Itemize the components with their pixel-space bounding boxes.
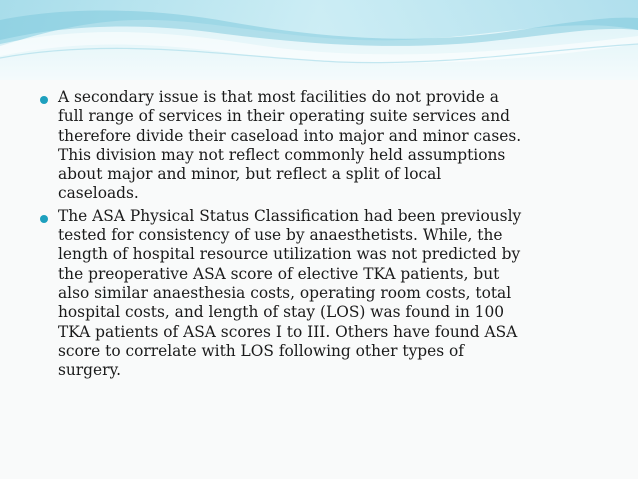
header-wave-light	[0, 32, 638, 63]
bullet-dot-icon	[40, 215, 48, 223]
header-wave-mid	[0, 11, 638, 46]
header-wave-back	[0, 0, 638, 46]
bullet-dot-icon	[40, 96, 48, 104]
header-wave-decoration	[0, 0, 638, 80]
header-wave-line	[0, 44, 638, 63]
slide-content	[38, 88, 613, 383]
bullet-text: A secondary issue is that most facilities do not provide a full range of services in their operating suite services and therefore divide their caseload into major and minor cases. This division may not reflect commonly held assumptions about major and minor, but reflect a split of local caseloads.	[58, 88, 522, 203]
header-band	[0, 0, 638, 80]
bullet-item	[38, 207, 613, 381]
bullet-item	[38, 88, 613, 204]
bullet-text: The ASA Physical Status Classification had been previously tested for consistency of use by anaesthetists. While, the length of hospital resource utilization was not predicted by the preoperative ASA score of elective TKA patients, but also similar anaesthesia costs, operating room costs, total hospital costs, and length of stay (LOS) was found in 100 TKA patients of ASA scores I to III. Others have found ASA score to correlate with LOS following other types of surgery.	[58, 206, 522, 380]
